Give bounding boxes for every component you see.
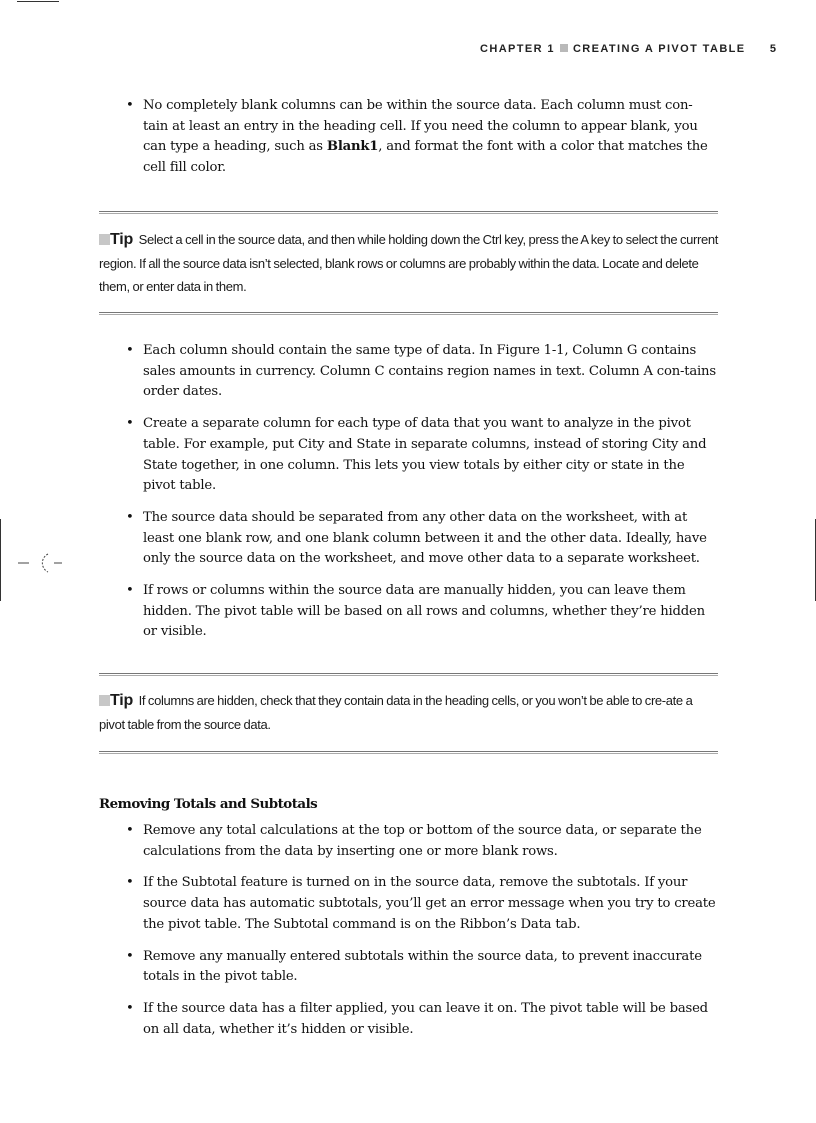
top-crop-rule — [17, 1, 59, 2]
tip-label: Tip — [110, 231, 134, 248]
tip-label: Tip — [110, 692, 134, 709]
divider — [99, 211, 718, 214]
tip-box-1 — [99, 211, 718, 315]
list-item: • Create a separate column for each type of data that you want to analyze in the pivot table. For example, put City and State in separate columns, instead of storing City and State together, in one column. This lets you view totals by either city or state in the pivot table. — [121, 414, 717, 497]
section-heading: Removing Totals and Subtotals — [99, 796, 318, 812]
left-crop-mark — [0, 519, 1, 601]
list-item: • If the Subtotal feature is turned on in the source data, remove the subtotals. If your source data has automatic subtotals, you’ll get an error message when you try to create the pivot table. The Subtotal command is on the Ribbon’s Data tab. — [121, 873, 717, 935]
page-number: 5 — [769, 43, 776, 55]
tip-text: Select a cell in the source data, and then while holding down the Ctrl key, press the A key to select the current region. If all the source data isn’t selected, blank rows or columns are probably within the data. Locate and delete them, or enter data in them. — [99, 232, 718, 294]
running-header — [420, 43, 776, 59]
divider — [99, 673, 718, 676]
bullet-list-top — [121, 96, 717, 190]
divider — [99, 751, 718, 754]
chapter-label: CHAPTER 1 — [480, 43, 555, 55]
bullet-list-section — [121, 821, 717, 1051]
list-item: • The source data should be separated from any other data on the worksheet, with at least one blank row, and one blank column between it and the other data. Ideally, have only the source data on the worksheet, and move other data to a separate worksheet. — [121, 508, 717, 570]
tip-box-2 — [99, 673, 718, 754]
list-item: • Remove any manually entered subtotals within the source data, to prevent inaccurate totals in the pivot table. — [121, 947, 717, 988]
chapter-title: CREATING A PIVOT TABLE — [572, 43, 746, 55]
tip-text: If columns are hidden, check that they contain data in the heading cells, or you won’t be able to cre-ate a pivot table from the source data. — [99, 693, 693, 732]
list-item: • Each column should contain the same type of data. In Figure 1-1, Column G contains sales amounts in currency. Column C contains region names in text. Column A con-tains order dates. — [121, 341, 717, 403]
separator-square-icon — [560, 44, 568, 52]
list-item: • No completely blank columns can be within the source data. Each column must con-tain at least an entry in the heading cell. If you need the column to appear blank, you can type a heading, such as Blank1, and format the font with a color that matches the cell fill color. — [121, 96, 717, 179]
bold-term: Blank1 — [326, 139, 379, 155]
list-item: • If rows or columns within the source data are manually hidden, you can leave them hidden. The pivot table will be based on all rows and columns, whether they’re hidden or visible. — [121, 581, 717, 643]
divider — [99, 312, 718, 315]
list-item: • If the source data has a filter applied, you can leave it on. The pivot table will be based on all data, whether it’s hidden or visible. — [121, 999, 717, 1040]
tip-square-icon — [99, 695, 110, 706]
list-item: • Remove any total calculations at the top or bottom of the source data, or separate the calculations from the data by inserting one or more blank rows. — [121, 821, 717, 862]
tip-square-icon — [99, 234, 110, 245]
bullet-list-middle — [121, 341, 717, 654]
registration-mark-icon — [18, 550, 62, 576]
